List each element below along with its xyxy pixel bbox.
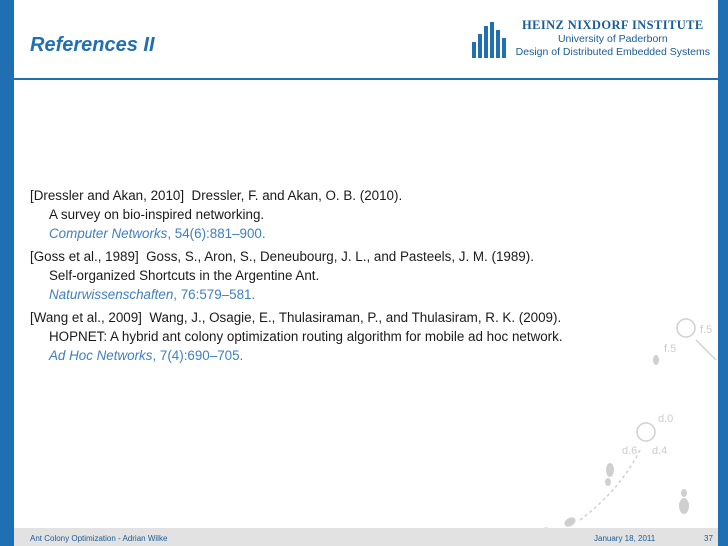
reference-journal: Ad Hoc Networks	[49, 348, 153, 363]
reference-authors: Wang, J., Osagie, E., Thulasiraman, P., and Thulasiram, R. K. (2009).	[149, 310, 562, 325]
right-accent-bar	[718, 0, 728, 546]
reference-title: A survey on bio-inspired networking.	[49, 207, 265, 222]
page-title: References II	[30, 34, 155, 56]
node-label: d.4	[652, 445, 668, 457]
reference-title: HOPNET: A hybrid ant colony optimization routing algorithm for mobile ad hoc network.	[49, 329, 563, 344]
reference-authors: Dressler, F. and Akan, O. B. (2010).	[191, 188, 403, 203]
ant-icon	[537, 355, 689, 528]
reference-title: Self-organized Shortcuts in the Argentine Ant.	[49, 268, 320, 283]
university-logo-icon	[470, 20, 508, 60]
reference-key: [Wang et al., 2009]	[30, 310, 142, 325]
reference-item	[30, 186, 690, 243]
reference-authors: Goss, S., Aron, S., Deneubourg, J. L., and Pasteels, J. M. (1989).	[146, 249, 534, 264]
reference-item	[30, 247, 690, 304]
node-label: d.6	[622, 445, 638, 457]
page-number: 37	[704, 534, 713, 543]
reference-key: [Goss et al., 1989]	[30, 249, 139, 264]
institute-name: HEINZ NIXDORF INSTITUTE	[521, 18, 704, 32]
institute-university: University of Paderborn	[557, 33, 668, 45]
institute-group: Design of Distributed Embedded Systems	[515, 46, 710, 58]
reference-key: [Dressler and Akan, 2010]	[30, 188, 185, 203]
reference-details: , 54(6):881–900.	[167, 226, 266, 241]
node-label: f.5	[664, 343, 677, 355]
dashed-path	[580, 450, 640, 520]
reference-details: , 76:579–581.	[173, 287, 256, 302]
footer-date: January 18, 2011	[594, 534, 656, 543]
footer-author: Ant Colony Optimization - Adrian Wilke	[30, 534, 168, 543]
institute-block	[516, 18, 710, 59]
reference-journal: Computer Networks	[49, 226, 168, 241]
edge-line	[696, 340, 716, 360]
node-circle	[677, 319, 695, 337]
node-circle	[637, 423, 655, 441]
left-accent-bar	[0, 0, 14, 546]
node-label: d.0	[658, 413, 674, 425]
header-divider	[14, 78, 718, 80]
reference-journal: Naturwissenschaften	[49, 287, 174, 302]
node-label: f.5	[700, 324, 713, 336]
reference-details: , 7(4):690–705.	[152, 348, 244, 363]
ant-colony-graphic	[520, 300, 718, 528]
